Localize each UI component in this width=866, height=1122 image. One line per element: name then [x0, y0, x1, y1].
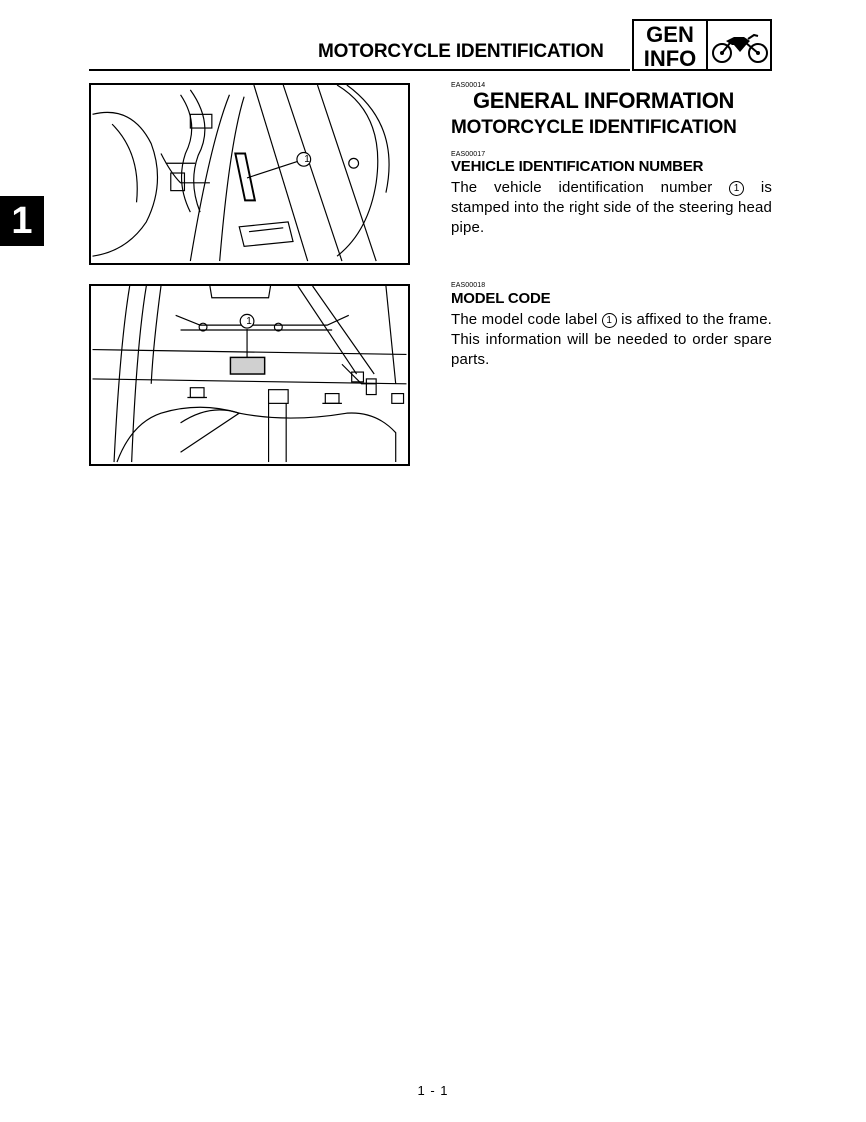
- code-model: EAS00018: [451, 282, 486, 289]
- paragraph-model-code: [451, 310, 772, 370]
- vin-text-after: is stamped into the right side of the steering head pipe.: [451, 179, 773, 236]
- badge-divider: [706, 21, 708, 69]
- title-sub: MOTORCYCLE IDENTIFICATION: [451, 117, 737, 138]
- badge-info-label: INFO: [643, 46, 697, 71]
- vin-text-before: The vehicle identification number: [451, 179, 730, 196]
- paragraph-vin: [451, 178, 772, 238]
- header-title: MOTORCYCLE IDENTIFICATION: [318, 41, 604, 62]
- figure-vin-location: [89, 83, 410, 265]
- vin-callout-number: 1: [304, 154, 310, 165]
- motorcycle-icon: [710, 27, 770, 65]
- badge-gen-label: GEN: [646, 22, 694, 47]
- code-vin: EAS00017: [451, 151, 486, 158]
- model-text-after: is affixed to the frame. This information will be needed to order spare parts.: [451, 311, 772, 368]
- page-number: 1 - 1: [417, 1083, 449, 1098]
- model-text-before: The model code label: [451, 311, 602, 328]
- header-rule: [89, 69, 630, 71]
- title-main: GENERAL INFORMATION: [473, 88, 735, 113]
- model-code-callout-number: 1: [246, 316, 252, 327]
- section-badge: [632, 19, 772, 71]
- heading-model-code: MODEL CODE: [451, 290, 551, 307]
- code-general: EAS00014: [451, 82, 486, 89]
- figure-model-code-location: [89, 284, 410, 466]
- chapter-tab: 1: [0, 196, 44, 246]
- model-ref-marker: 1: [602, 313, 617, 328]
- vin-ref-marker: 1: [729, 181, 744, 196]
- heading-vin: VEHICLE IDENTIFICATION NUMBER: [451, 158, 704, 175]
